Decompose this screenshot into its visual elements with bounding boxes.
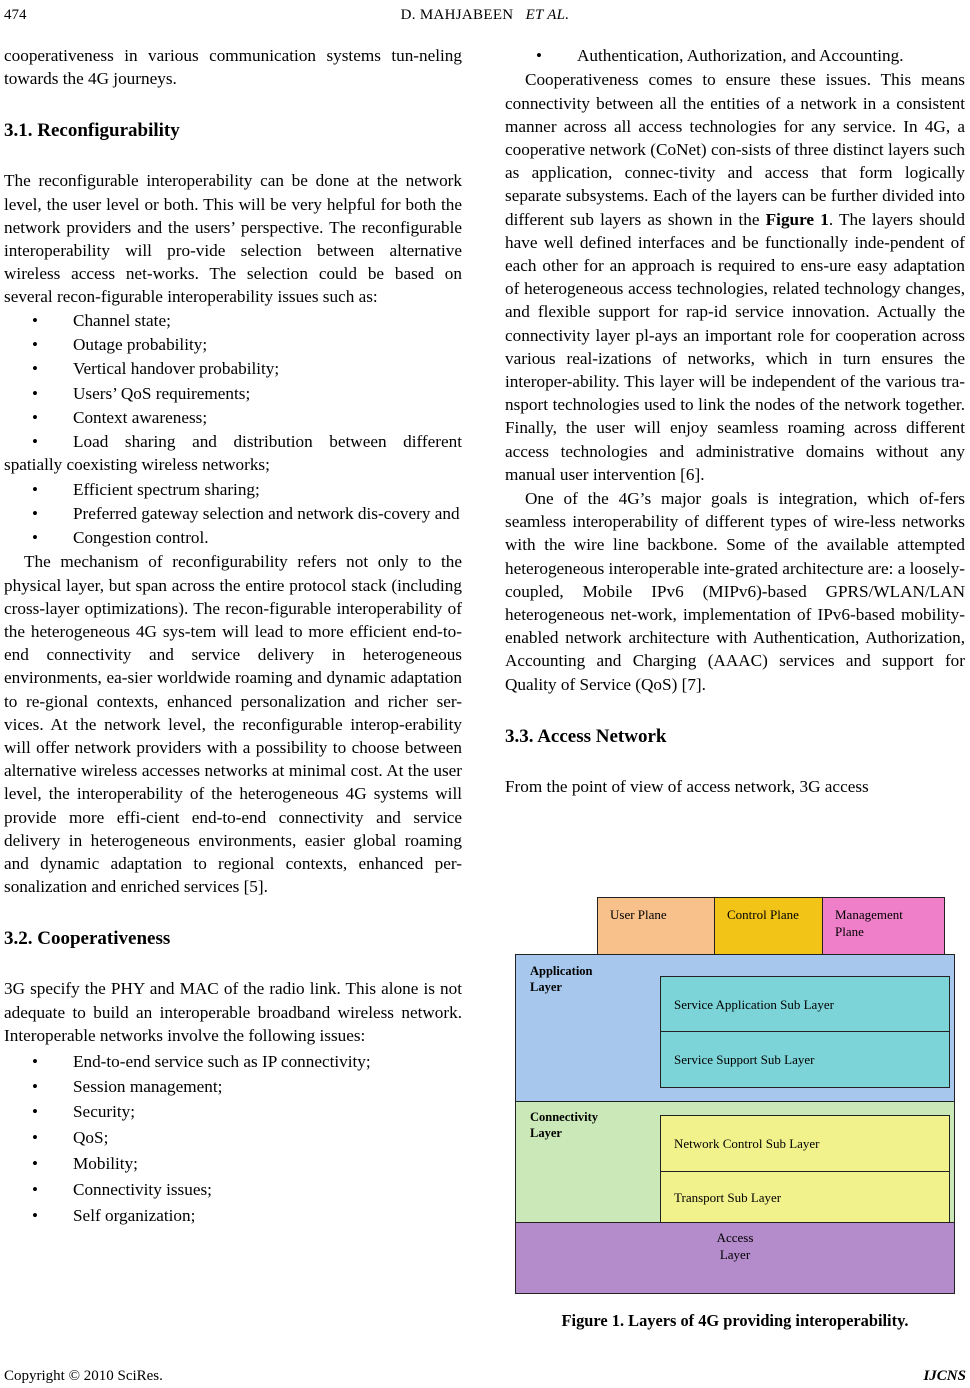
integration-paragraph: One of the 4G’s major goals is integration, which of-fers seamless interoperability of different types of wire-less networks with the wire line backbone. Some of the available attempted heterogeneous interoperable inte-grated architecture are: a loosely-coupled, Mobile IPv6 (MIPv6)-based GPRS/WLAN/LAN heterogeneous net-work, implementation of IPv6-based mobility-enabled network architecture with Authentication, Authorization, Accounting and Charging (AAAC) services and support for Quality of Service (QoS) [7]. [505,488,966,694]
running-head-et-al: ET AL. [525,7,570,23]
section-3-1-paragraph-2: The mechanism of reconfigurability refers not only to the physical layer, but span across the entire protocol stack (including cross-layer optimizations). The recon-figurable interoperability of the heterogeneous 4G sys-tem will lead to more efficient end-to-end connectivity and service delivery in heterogeneous environments, ea-sier worldwide roaming and dynamic adaptation to re-gional contexts, enhanced personalization and richer ser-vices. At the network level, the reconfigurable interop-erability will offer network providers with a possibility to choose between alternative wireless accesses networks at minimal cost. At the user level, the interoperability of the heterogeneous 4G systems will provide more effi-cient end-to-end connectivity and service delivery in heterogeneous environments, easier global roaming and dynamic adaptation to regional contexts, enhanced per-sonalization and enriched services [5]. [4,552,462,897]
list-item: • Channel state; [4,309,462,333]
management-plane-box [822,897,945,955]
running-head-author: D. MAHJABEEN [400,7,514,23]
footer-copyright: Copyright © 2010 SciRes. [4,1368,163,1384]
list-item: • Efficient spectrum sharing; [4,478,462,502]
access-layer-label: Access Layer [716,1230,754,1262]
connectivity-layer-label: Connectivity Layer [530,1110,599,1140]
list-item: • Self organization; [4,1203,462,1229]
page-number: 474 [4,7,27,23]
network-control-sub-layer [660,1115,950,1172]
list-item: • Authentication, Authorization, and Accounting. [505,44,965,68]
list-item: • Load sharing and distribution between different spatially coexisting wireless networks; [4,430,462,476]
application-layer-label: Application Layer [530,964,593,994]
access-layer-box [515,1222,955,1294]
application-layer-box [515,954,955,1102]
list-item: • End-to-end service such as IP connectivity; [4,1049,462,1074]
connectivity-layer-box [515,1101,955,1223]
cooperativeness-paragraph [505,68,965,486]
figure-1-caption: Figure 1. Layers of 4G providing interoperability. [561,1311,909,1330]
figure-reference: Figure 1 [765,209,829,229]
transport-sub-layer-label: Transport Sub Layer [674,1190,782,1205]
section-3-1-heading: 3.1. Reconfigurability [4,120,180,142]
cooperativeness-issues-list-continued [505,44,965,68]
section-3-2-heading: 3.2. Cooperativeness [4,928,171,950]
left-column [4,44,462,1229]
reconfigurability-issues-list [4,309,462,551]
section-3-2-paragraph-1: 3G specify the PHY and MAC of the radio link. This alone is not adequate to build an interoperable broadband wireless network. Interoperable networks involve the following issues: [4,979,462,1045]
service-application-sub-layer [660,976,950,1033]
list-item: • Outage probability; [4,333,462,357]
transport-sub-layer [660,1171,950,1223]
service-support-sub-layer-label: Service Support Sub Layer [674,1052,815,1067]
user-plane-box [597,897,715,955]
list-item: • Congestion control. [4,526,462,550]
list-item: • Vertical handover probability; [4,357,462,381]
service-support-sub-layer [660,1031,950,1088]
list-item: • Mobility; [4,1151,462,1177]
list-item: • Security; [4,1099,462,1125]
paragraph-text: Cooperativeness comes to ensure these issues. This means connectivity between all the entities of a network in a consistent manner across all access technologies for any service. In 4G, a cooperative network (CoNet) con-sists of three distinct layers such as application, connec-tivity and access that form logically separate subsystems. Each of the layers can be further divided into different sub layers as shown in the [505,70,965,229]
running-head [0,4,970,27]
network-control-sub-layer-label: Network Control Sub Layer [674,1136,820,1151]
management-plane-label: Management Plane [835,907,903,939]
footer-journal: IJCNS [923,1368,966,1384]
section-3-3-heading: 3.3. Access Network [505,725,667,747]
cooperativeness-issues-list [4,1049,462,1229]
control-plane-label: Control Plane [727,907,799,922]
section-3-3-paragraph: From the point of view of access network, 3G access [505,776,869,796]
list-item: • Connectivity issues; [4,1177,462,1203]
service-application-sub-layer-label: Service Application Sub Layer [674,997,834,1012]
paragraph-text-continued: . The layers should have well defined interfaces and be functionally inde-pendent of each other for an approach is required to ens-ure easy adaptation of heterogeneous access technologies, related technology changes, and flexible support for rap-id service innovation. Actually the connectivity layer pl-ays an important role for cooperation across various real-izations of networks, which in turn ensures the interoper-ability. This layer will be independent of the various tra-nsport technologies used to link the nodes of the network together. Finally, the user will enjoy seamless roaming across different access technologies and administrative domains without any manual user intervention [6]. [505,209,965,484]
user-plane-label: User Plane [610,907,667,922]
control-plane-box [714,897,823,955]
figure-1-diagram [515,897,955,1295]
right-column [505,44,965,798]
intro-paragraph: cooperativeness in various communication systems tun-neling towards the 4G journeys. [4,46,462,89]
list-item: • Session management; [4,1074,462,1099]
list-item: • Users’ QoS requirements; [4,382,462,406]
list-item: • QoS; [4,1125,462,1151]
section-3-1-paragraph-1: The reconfigurable interoperability can be done at the network level, the user level or both. This will be very helpful for both the network providers and the users’ perspective. The reconfigurable interoperability will pro-vide selection between alternative wireless access net-works. The selection could be based on several recon-figurable interoperability issues such as: [4,171,462,307]
list-item: • Context awareness; [4,406,462,430]
list-item: • Preferred gateway selection and network dis-covery and [4,502,462,525]
